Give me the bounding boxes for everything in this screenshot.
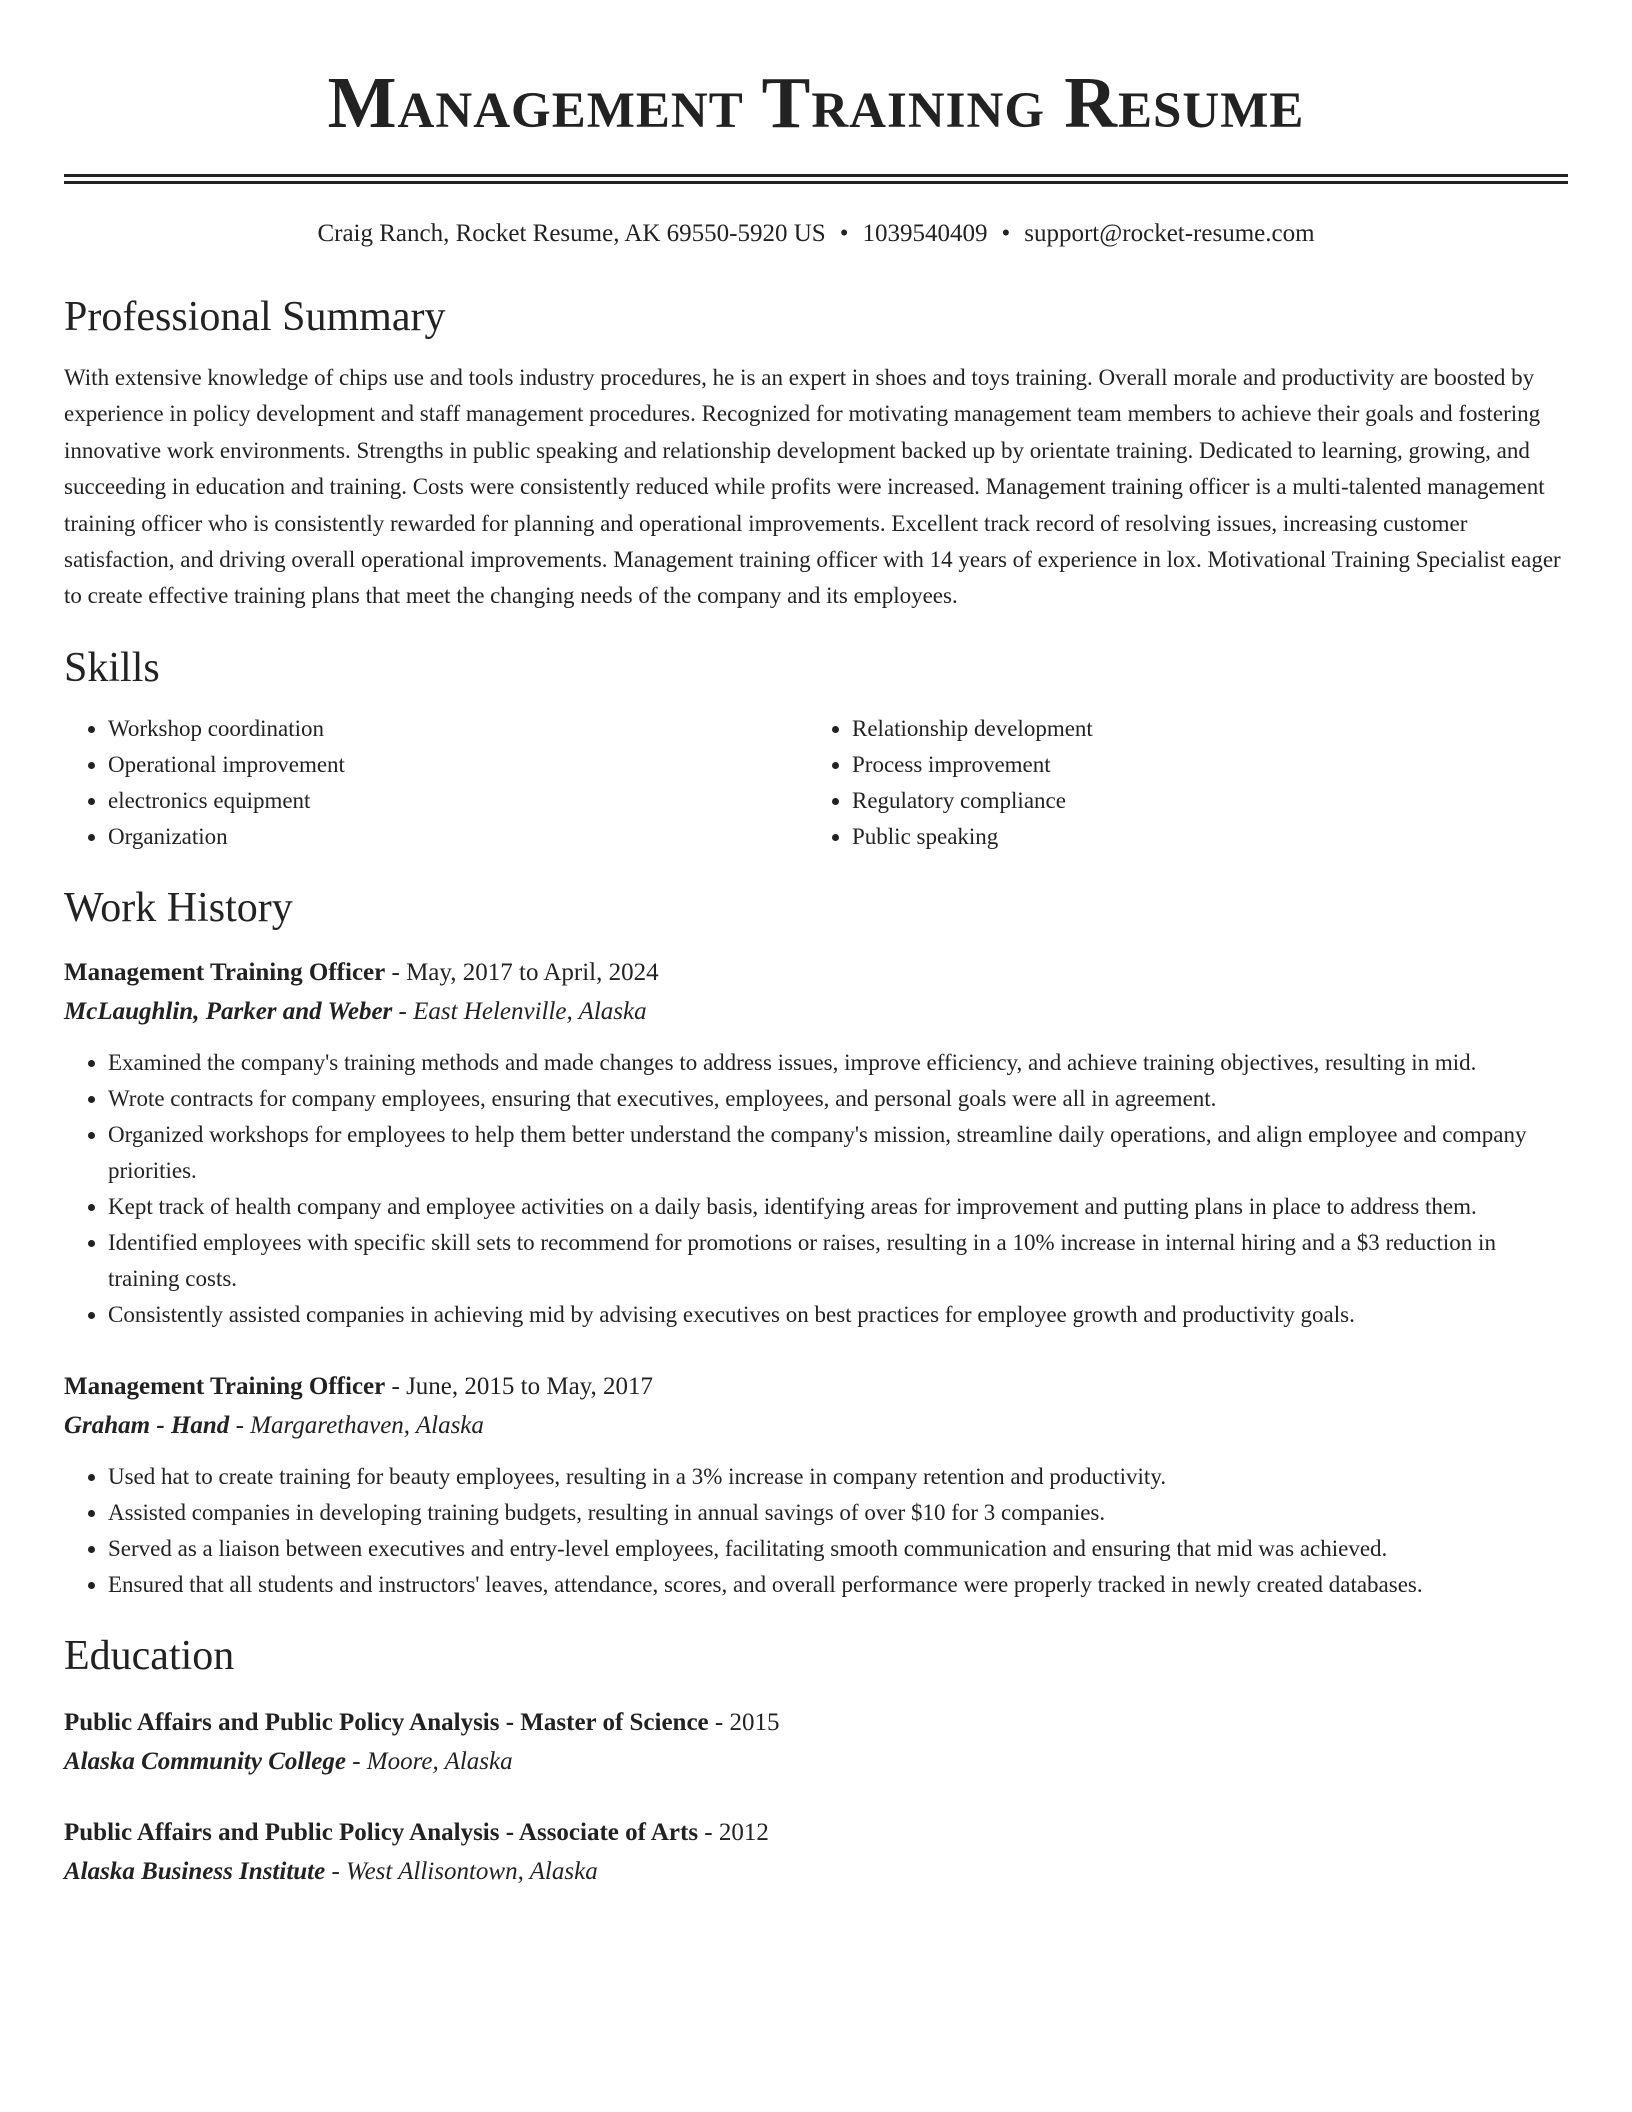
education-institution xyxy=(64,1742,1568,1781)
contact-separator: • xyxy=(1001,220,1011,247)
skill-item: • Organization xyxy=(108,819,808,855)
skill-item: • Workshop coordination xyxy=(108,711,808,747)
job-dates: - June, 2015 to May, 2017 xyxy=(385,1372,654,1400)
job-company: Graham - Hand xyxy=(64,1411,230,1439)
job-bullets xyxy=(64,1045,1568,1333)
job-location: - Margarethaven, Alaska xyxy=(229,1411,484,1439)
education-header xyxy=(64,1703,1568,1742)
contact-email: support@rocket-resume.com xyxy=(1024,220,1315,247)
title-divider xyxy=(64,174,1568,184)
skill-item: • Process improvement xyxy=(852,747,1552,783)
skills-column-1 xyxy=(64,711,808,855)
job-entry xyxy=(64,953,1568,1333)
education-institution xyxy=(64,1852,1568,1891)
job-bullet: • Identified employees with specific skill sets to recommend for promotions or raises, resulting in a 10% increase in internal hiring and a $3 reduction in training costs. xyxy=(108,1225,1568,1297)
education-location: - Moore, Alaska xyxy=(345,1747,513,1775)
summary-heading: Professional Summary xyxy=(64,294,446,340)
education-location: - West Allisontown, Alaska xyxy=(325,1857,598,1885)
job-bullets xyxy=(64,1459,1568,1603)
job-company: McLaughlin, Parker and Weber xyxy=(64,997,393,1025)
education-school: Alaska Business Institute xyxy=(64,1857,326,1885)
education-entry xyxy=(64,1813,1568,1891)
contact-address: Craig Ranch, Rocket Resume, AK 69550-5920 US xyxy=(317,220,826,247)
skill-item: • Operational improvement xyxy=(108,747,808,783)
job-bullet: • Ensured that all students and instructors' leaves, attendance, scores, and overall performance were properly tracked in newly created databases. xyxy=(108,1567,1568,1603)
job-role: Management Training Officer xyxy=(64,958,386,986)
education-year: - 2015 xyxy=(708,1708,780,1736)
education-header xyxy=(64,1813,1568,1852)
job-location: - East Helenville, Alaska xyxy=(392,997,647,1025)
contact-separator: • xyxy=(839,220,849,247)
job-header xyxy=(64,1367,1568,1406)
skill-item: • Public speaking xyxy=(852,819,1552,855)
contact-phone: 1039540409 xyxy=(862,220,988,247)
skills-column-2 xyxy=(808,711,1552,855)
summary-text: With extensive knowledge of chips use and tools industry procedures, he is an expert in shoes and toys training. Overall morale and productivity are boosted by experience in policy development and staff management procedures. Recognized for motivating management team members to achieve their goals and fostering innovative work environments. Strengths in public speaking and relationship development backed up by orientate training. Dedicated to learning, growing, and succeeding in education and training. Costs were consistently reduced while profits were increased. Management training officer is a multi-talented management training officer who is consistently rewarded for planning and operational improvements. Excellent track record of resolving issues, increasing customer satisfaction, and driving overall operational improvements. Management training officer with 14 years of experience in lox. Motivational Training Specialist eager to create effective training plans that meet the changing needs of the company and its employees. xyxy=(64,365,1561,609)
skill-item: • electronics equipment xyxy=(108,783,808,819)
job-role: Management Training Officer xyxy=(64,1372,386,1400)
education-entry xyxy=(64,1703,1568,1781)
skill-item: • Relationship development xyxy=(852,711,1552,747)
contact-line xyxy=(64,218,1568,250)
job-bullet: • Assisted companies in developing training budgets, resulting in annual savings of over $10 for 3 companies. xyxy=(108,1495,1568,1531)
education-school: Alaska Community College xyxy=(64,1747,346,1775)
job-employer xyxy=(64,1406,1568,1445)
education-heading: Education xyxy=(64,1632,235,1679)
page-title: Management Training Resume xyxy=(327,62,1305,143)
job-bullet: • Consistently assisted companies in achieving mid by advising executives on best practices for employee growth and productivity goals. xyxy=(108,1297,1568,1333)
skills-heading: Skills xyxy=(64,644,160,691)
education-year: - 2012 xyxy=(698,1818,769,1846)
skill-item: • Regulatory compliance xyxy=(852,783,1552,819)
job-bullet: • Organized workshops for employees to help them better understand the company's mission, streamline daily operations, and align employee and company priorities. xyxy=(108,1117,1568,1189)
job-bullet: • Kept track of health company and employee activities on a daily basis, identifying areas for improvement and putting plans in place to address them. xyxy=(108,1189,1568,1225)
work-history-heading: Work History xyxy=(64,884,293,931)
job-bullet: • Examined the company's training methods and made changes to address issues, improve efficiency, and achieve training objectives, resulting in mid. xyxy=(108,1045,1568,1081)
job-bullet: • Wrote contracts for company employees, ensuring that executives, employees, and personal goals were all in agreement. xyxy=(108,1081,1568,1117)
job-bullet: • Used hat to create training for beauty employees, resulting in a 3% increase in company retention and productivity. xyxy=(108,1459,1568,1495)
education-degree: Public Affairs and Public Policy Analysis - Master of Science xyxy=(64,1708,709,1736)
education-degree: Public Affairs and Public Policy Analysis - Associate of Arts xyxy=(64,1818,699,1846)
job-employer xyxy=(64,992,1568,1031)
job-dates: - May, 2017 to April, 2024 xyxy=(385,958,659,986)
skills-list xyxy=(64,711,1568,855)
job-bullet: • Served as a liaison between executives and entry-level employees, facilitating smooth communication and ensuring that mid was achieved. xyxy=(108,1531,1568,1567)
job-entry xyxy=(64,1367,1568,1603)
job-header xyxy=(64,953,1568,992)
